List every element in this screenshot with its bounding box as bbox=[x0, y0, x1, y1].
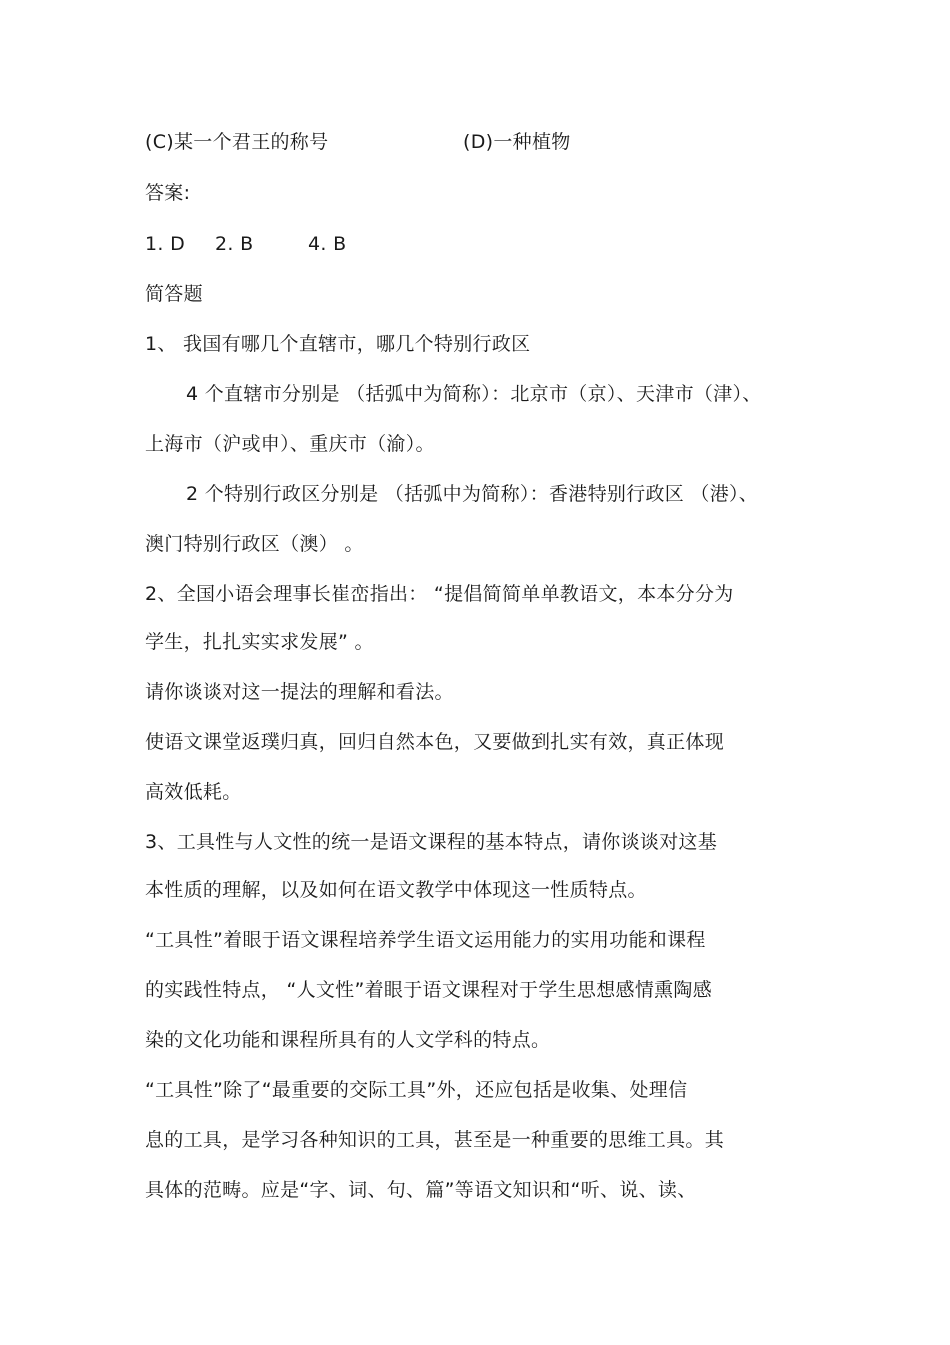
answer-paragraph: 2 个特别行政区分别是 （括弧中为简称）：香港特别行政区 （港）、 bbox=[186, 483, 759, 505]
answer-paragraph: 息的工具，是学习各种知识的工具，甚至是一种重要的思维工具。其 bbox=[145, 1129, 725, 1151]
answer-paragraph: 染的文化功能和课程所具有的人文学科的特点。 bbox=[145, 1029, 551, 1051]
answer-paragraph: 具体的范畴。应是“字、词、句、篇”等语文知识和“听、说、读、 bbox=[145, 1179, 697, 1201]
question-3-title: 3、工具性与人文性的统一是语文课程的基本特点，请你谈谈对这基 bbox=[145, 831, 718, 853]
question-3-title-cont: 本性质的理解，以及如何在语文教学中体现这一性质特点。 bbox=[145, 879, 647, 901]
option-c: (C)某一个君王的称号 bbox=[145, 131, 329, 153]
question-2-title: 2、全国小语会理事长崔峦指出： “提倡简简单单教语文，本本分分为 bbox=[145, 583, 734, 605]
answer-item: 4. B bbox=[308, 233, 347, 255]
question-1-title: 1、 我国有哪几个直辖市，哪几个特别行政区 bbox=[145, 333, 531, 355]
answer-paragraph: 的实践性特点， “人文性”着眼于语文课程对于学生思想感情熏陶感 bbox=[145, 979, 713, 1001]
section-title: 简答题 bbox=[145, 283, 203, 305]
answer-paragraph: 使语文课堂返璞归真，回归自然本色，又要做到扎实有效，真正体现 bbox=[145, 731, 725, 753]
answer-item: 1. D bbox=[145, 233, 185, 255]
answer-paragraph: 高效低耗。 bbox=[145, 781, 242, 803]
answer-paragraph: 澳门特别行政区（澳） 。 bbox=[145, 533, 364, 555]
question-2-prompt: 请你谈谈对这一提法的理解和看法。 bbox=[145, 681, 454, 703]
option-d: (D)一种植物 bbox=[463, 131, 571, 153]
answer-item: 2. B bbox=[215, 233, 254, 255]
question-2-title-cont: 学生，扎扎实实求发展” 。 bbox=[145, 631, 374, 653]
answer-paragraph: “工具性”着眼于语文课程培养学生语文运用能力的实用功能和课程 bbox=[145, 929, 706, 951]
answer-paragraph: 上海市（沪或申）、重庆市（渝）。 bbox=[145, 433, 435, 455]
answer-paragraph: “工具性”除了“最重要的交际工具”外，还应包括是收集、处理信 bbox=[145, 1079, 688, 1101]
answers-label: 答案: bbox=[145, 182, 191, 204]
answer-paragraph: 4 个直辖市分别是 （括弧中为简称）：北京市（京）、天津市（津）、 bbox=[186, 383, 762, 405]
